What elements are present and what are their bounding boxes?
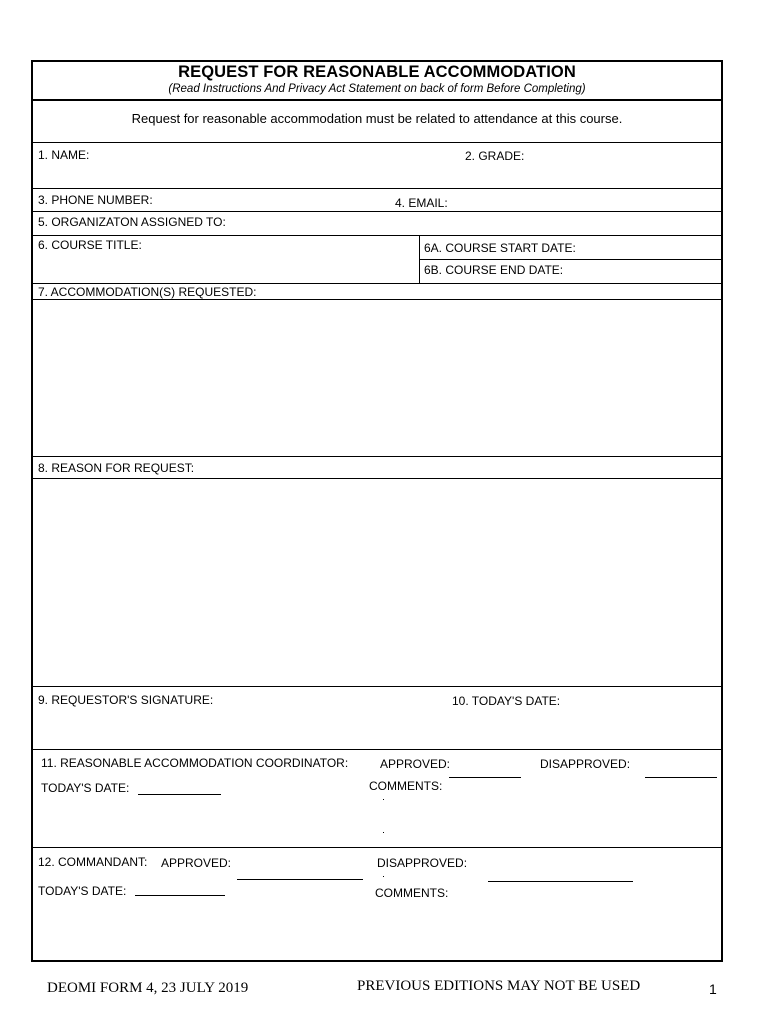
divider [31, 235, 723, 236]
form-title: REQUEST FOR REASONABLE ACCOMMODATION [178, 63, 576, 81]
divider [31, 142, 723, 143]
comment-mark [383, 832, 384, 833]
commandant-label: 12. COMMANDANT: [38, 855, 148, 869]
comment-mark [383, 876, 384, 877]
course-end-date-field[interactable]: 6B. COURSE END DATE: [424, 263, 564, 277]
organization-field[interactable]: 5. ORGANIZATON ASSIGNED TO: [38, 215, 226, 229]
commandant-disapproved-line[interactable] [488, 881, 633, 882]
form-id: DEOMI FORM 4, 23 JULY 2019 [47, 980, 249, 996]
divider [31, 283, 723, 284]
comment-mark [383, 799, 384, 800]
coordinator-comments-label: COMMENTS: [369, 779, 443, 793]
divider [31, 299, 723, 300]
accommodations-textarea[interactable] [33, 301, 721, 455]
course-title-field[interactable]: 6. COURSE TITLE: [38, 238, 142, 252]
commandant-disapproved-label: DISAPPROVED: [377, 856, 468, 870]
coordinator-disapproved-label: DISAPPROVED: [540, 757, 631, 771]
course-start-date-field[interactable]: 6A. COURSE START DATE: [424, 241, 576, 255]
form-subtitle: (Read Instructions And Privacy Act Statement on back of form Before Completing) [168, 83, 586, 95]
commandant-comments-area[interactable] [460, 895, 718, 955]
divider [31, 188, 723, 189]
coordinator-date-label: TODAY'S DATE: [41, 781, 130, 795]
commandant-comments-label: COMMENTS: [375, 886, 449, 900]
commandant-date-line[interactable] [135, 895, 225, 896]
divider [31, 456, 723, 457]
divider [31, 99, 723, 101]
form-notice: Request for reasonable accommodation must be related to attendance at this course. [131, 111, 623, 126]
page-number: 1 [709, 981, 717, 997]
coordinator-label: 11. REASONABLE ACCOMMODATION COORDINATOR: [41, 756, 349, 770]
reason-label: 8. REASON FOR REQUEST: [38, 461, 195, 475]
commandant-date-label: TODAY'S DATE: [38, 884, 127, 898]
divider [31, 847, 723, 848]
phone-field[interactable]: 3. PHONE NUMBER: [38, 193, 153, 207]
divider [31, 686, 723, 687]
name-field[interactable]: 1. NAME: [38, 148, 90, 162]
accommodations-label: 7. ACCOMMODATION(S) REQUESTED: [38, 285, 257, 299]
commandant-approved-line[interactable] [237, 879, 363, 880]
divider [419, 259, 723, 260]
commandant-approved-label: APPROVED: [161, 856, 232, 870]
coordinator-comments-area[interactable] [448, 790, 718, 845]
divider [31, 478, 723, 479]
signature-field[interactable]: 9. REQUESTOR'S SIGNATURE: [38, 693, 214, 707]
coordinator-approved-label: APPROVED: [380, 757, 451, 771]
divider [31, 749, 723, 750]
coordinator-date-line[interactable] [138, 794, 221, 795]
todays-date-field[interactable]: 10. TODAY'S DATE: [452, 694, 561, 708]
grade-field[interactable]: 2. GRADE: [465, 149, 525, 163]
divider [31, 211, 723, 212]
coordinator-approved-line[interactable] [449, 777, 521, 778]
editions-notice: PREVIOUS EDITIONS MAY NOT BE USED [357, 978, 641, 994]
email-field[interactable]: 4. EMAIL: [395, 196, 448, 210]
reason-textarea[interactable] [33, 480, 721, 685]
coordinator-disapproved-line[interactable] [645, 777, 717, 778]
